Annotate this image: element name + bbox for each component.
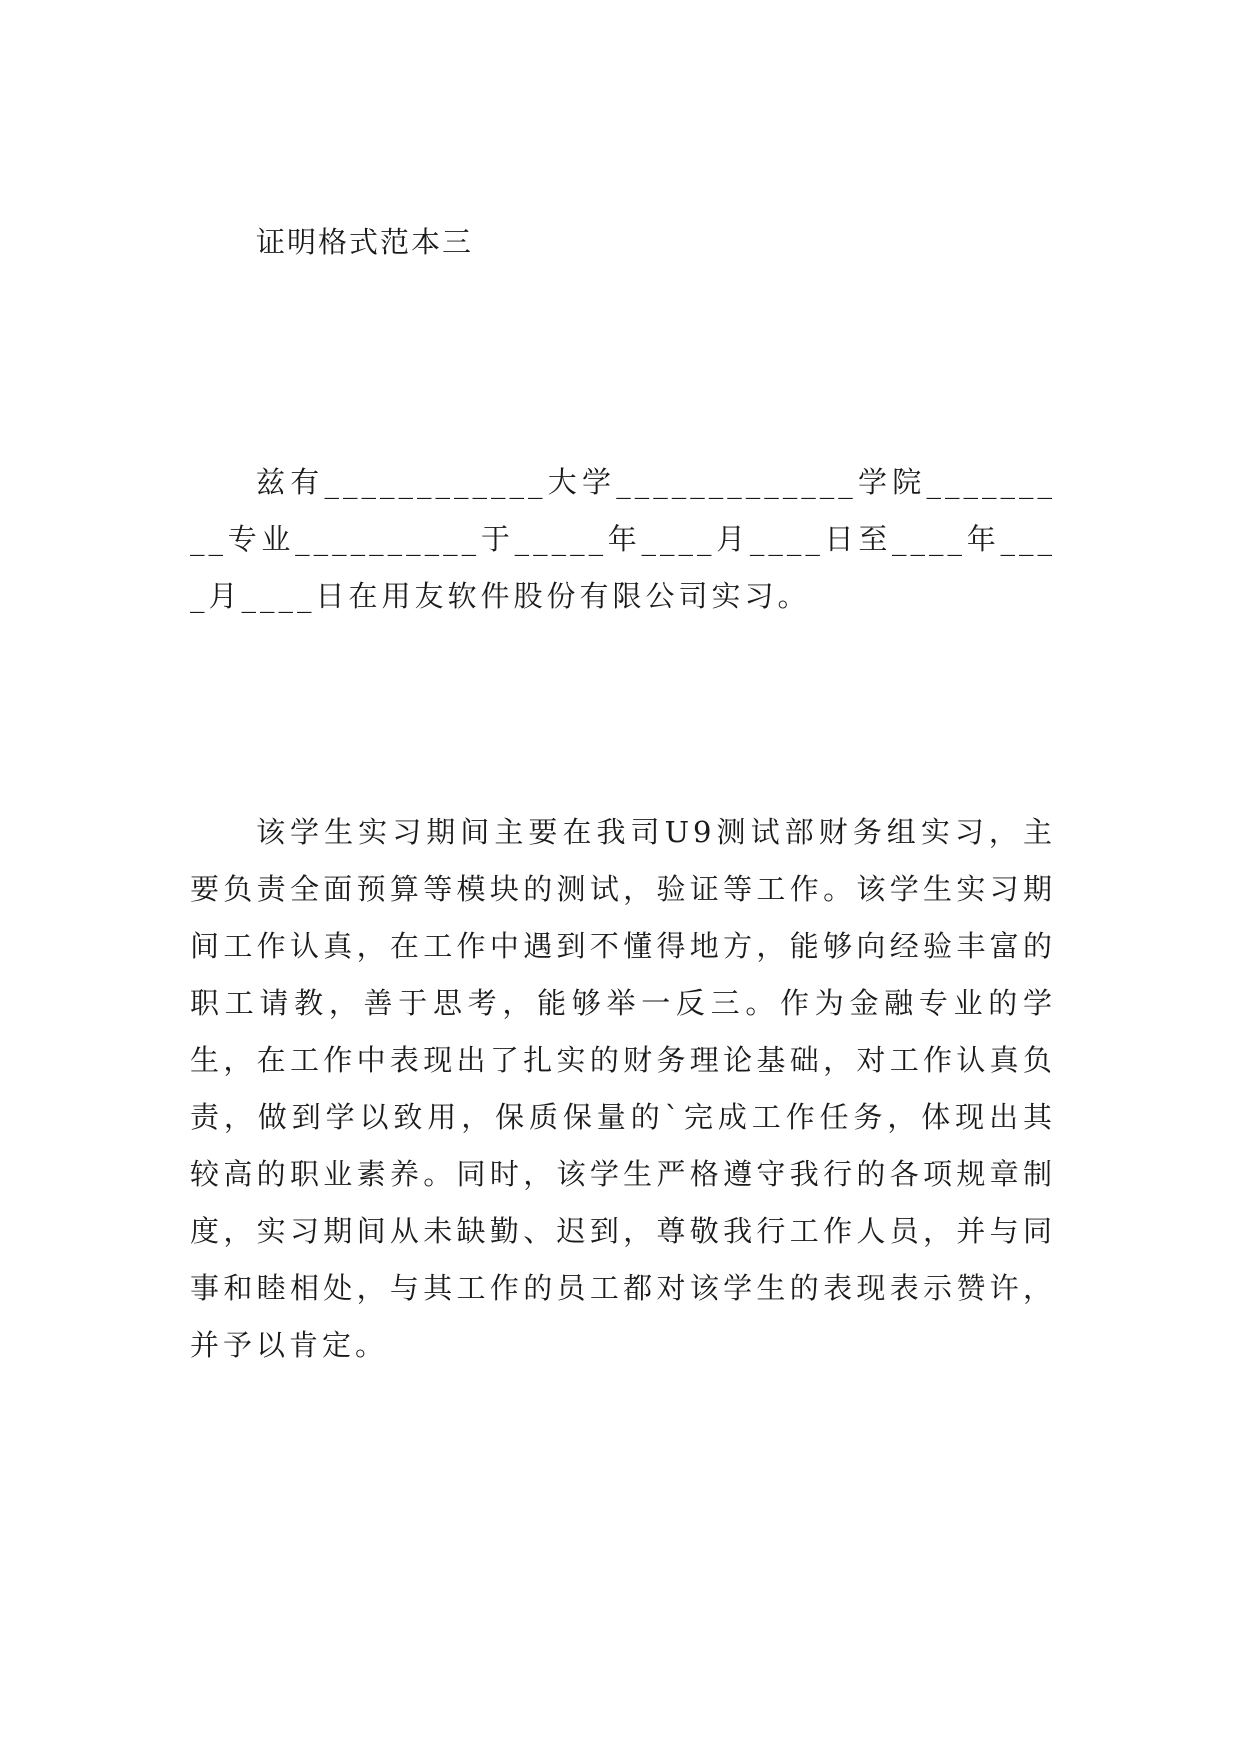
certificate-paragraph [190,454,1056,625]
evaluation-text: 该学生实习期间主要在我司U9测试部财务组实习，主要负责全面预算等模块的测试，验证等工作。该学生实习期间工作认真，在工作中遇到不懂得地方，能够向经验丰富的职工请教，善于思考，能够举一反三。作为金融专业的学生，在工作中表现出了扎实的财务理论基础，对工作认真负责，做到学以致用，保质保量的`完成工作任务，体现出其较高的职业素养。同时，该学生严格遵守我行的各项规章制度，实习期间从未缺勤、迟到，尊敬我行工作人员，并与同事和睦相处，与其工作的员工都对该学生的表现表示赞许，并予以肯定。 [190,815,1056,1362]
evaluation-paragraph [190,804,1056,1374]
document-title: 证明格式范本三 [256,225,474,259]
certificate-text: 兹有____________大学_____________学院_________专业__________于_____年____月____日至____年____月____日在用友软件股份有限公司实习。 [190,465,1056,613]
